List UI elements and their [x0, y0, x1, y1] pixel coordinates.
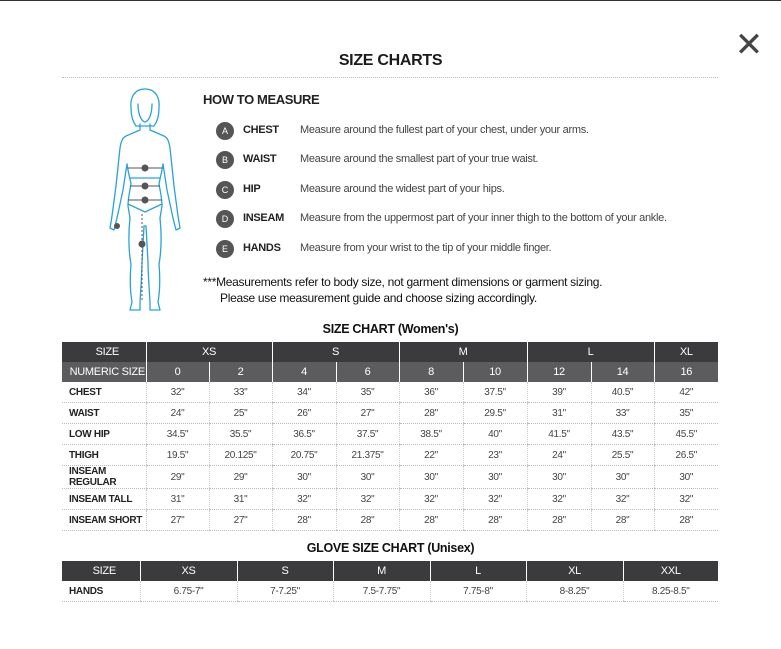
glove-header-row — [62, 561, 718, 581]
table-cell: 41.5" — [527, 424, 591, 445]
table-cell: 7-7.25" — [237, 581, 333, 602]
row-label: INSEAM TALL — [62, 489, 146, 510]
table-cell: 28" — [527, 510, 591, 531]
glove-size: XXL — [623, 561, 718, 581]
table-cell: 35.5" — [209, 424, 272, 445]
table-cell: 36" — [399, 382, 463, 403]
table-cell: 8-8.25" — [526, 581, 623, 602]
table-cell: 30" — [336, 466, 399, 489]
table-cell: 32" — [272, 489, 336, 510]
table-cell: 36.5" — [272, 424, 336, 445]
table-cell: 32" — [463, 489, 527, 510]
measure-desc: Measure around the widest part of your hips. — [300, 183, 505, 195]
numeric-size: 6 — [336, 362, 399, 382]
table-cell: 34.5" — [146, 424, 209, 445]
row-label: INSEAM SHORT — [62, 510, 146, 531]
table-cell: 28" — [654, 510, 718, 531]
womens-size-table — [62, 342, 718, 531]
table-cell: 30" — [591, 466, 654, 489]
table-cell: 19.5" — [146, 445, 209, 466]
title-divider — [62, 77, 718, 78]
numeric-size: 4 — [272, 362, 336, 382]
womens-chart-title: SIZE CHART (Women's) — [322, 322, 459, 336]
table-cell: 30" — [527, 466, 591, 489]
table-cell: 35" — [336, 382, 399, 403]
table-cell: 32" — [336, 489, 399, 510]
note-line-1: ***Measurements refer to body size, not garment dimensions or garment sizing. — [203, 275, 603, 289]
measure-desc: Measure from the uppermost part of your inner thigh to the bottom of your ankle. — [300, 212, 667, 224]
table-cell: 31" — [209, 489, 272, 510]
group-l: L — [527, 342, 654, 362]
table-cell: 32" — [591, 489, 654, 510]
table-cell: 38.5" — [399, 424, 463, 445]
table-cell: 40.5" — [591, 382, 654, 403]
row-label: INSEAM REGULAR — [62, 466, 146, 489]
badge-a: A — [216, 122, 234, 140]
how-to-measure-heading: HOW TO MEASURE — [203, 92, 320, 107]
measure-label: HANDS — [243, 242, 281, 254]
table-row — [62, 510, 718, 531]
table-cell: 37.5" — [463, 382, 527, 403]
badge-c: C — [216, 181, 234, 199]
table-cell: 32" — [146, 382, 209, 403]
measure-desc: Measure from your wrist to the tip of your middle finger. — [300, 242, 552, 254]
table-cell: 31" — [527, 403, 591, 424]
measure-desc: Measure around the smallest part of your true waist. — [300, 153, 539, 165]
table-cell: 32" — [527, 489, 591, 510]
table-row — [62, 445, 718, 466]
table-cell: 32" — [399, 489, 463, 510]
glove-size: XL — [526, 561, 623, 581]
table-cell: 20.125" — [209, 445, 272, 466]
top-border — [0, 0, 781, 1]
table-cell: 43.5" — [591, 424, 654, 445]
body-figure-illustration — [100, 86, 190, 322]
numeric-size: 2 — [209, 362, 272, 382]
measure-label: INSEAM — [243, 212, 284, 224]
numeric-size: 14 — [591, 362, 654, 382]
glove-size-table — [62, 561, 718, 602]
table-cell: 7.5-7.75" — [333, 581, 430, 602]
table-cell: 25.5" — [591, 445, 654, 466]
table-cell: 35" — [654, 403, 718, 424]
table-cell: 20.75" — [272, 445, 336, 466]
glove-size: M — [333, 561, 430, 581]
table-cell: 28" — [591, 510, 654, 531]
table-cell: 27" — [209, 510, 272, 531]
glove-size: S — [237, 561, 333, 581]
row-label: LOW HIP — [62, 424, 146, 445]
glove-size-label: SIZE — [62, 561, 140, 581]
table-cell: 24" — [146, 403, 209, 424]
table-cell: 27" — [336, 403, 399, 424]
measure-label: WAIST — [243, 153, 277, 165]
group-xl: XL — [654, 342, 718, 362]
table-cell: 28" — [399, 403, 463, 424]
badge-b: B — [216, 151, 234, 169]
table-cell: 24" — [527, 445, 591, 466]
table-cell: 42" — [654, 382, 718, 403]
table-cell: 33" — [209, 382, 272, 403]
table-cell: 26.5" — [654, 445, 718, 466]
numeric-size-label: NUMERIC SIZE — [62, 362, 146, 382]
numeric-size: 12 — [527, 362, 591, 382]
table-cell: 39" — [527, 382, 591, 403]
numeric-size: 0 — [146, 362, 209, 382]
table-cell: 27" — [146, 510, 209, 531]
table-cell: 28" — [336, 510, 399, 531]
table-cell: 45.5" — [654, 424, 718, 445]
size-label: SIZE — [62, 342, 146, 362]
measure-label: CHEST — [243, 124, 279, 136]
row-label: THIGH — [62, 445, 146, 466]
table-cell: 37.5" — [336, 424, 399, 445]
badge-d: D — [216, 210, 234, 228]
table-row — [62, 466, 718, 489]
table-cell: 40" — [463, 424, 527, 445]
table-cell: 30" — [463, 466, 527, 489]
row-label: HANDS — [62, 581, 140, 602]
numeric-size-row — [62, 362, 718, 382]
group-m: M — [399, 342, 527, 362]
table-row — [62, 403, 718, 424]
table-cell: 29" — [146, 466, 209, 489]
table-cell: 32" — [654, 489, 718, 510]
glove-chart-title: GLOVE SIZE CHART (Unisex) — [306, 541, 475, 555]
table-cell: 6.75-7" — [140, 581, 237, 602]
measure-desc: Measure around the fullest part of your chest, under your arms. — [300, 124, 589, 136]
size-header-row — [62, 342, 718, 362]
group-xs: XS — [146, 342, 272, 362]
table-cell: 22" — [399, 445, 463, 466]
close-icon[interactable]: ✕ — [734, 25, 764, 65]
table-cell: 30" — [654, 466, 718, 489]
table-row — [62, 424, 718, 445]
glove-size: XS — [140, 561, 237, 581]
table-cell: 26" — [272, 403, 336, 424]
glove-size: L — [430, 561, 526, 581]
row-label: CHEST — [62, 382, 146, 403]
table-cell: 29" — [209, 466, 272, 489]
table-row — [62, 382, 718, 403]
table-cell: 8.25-8.5" — [623, 581, 718, 602]
numeric-size: 10 — [463, 362, 527, 382]
table-cell: 31" — [146, 489, 209, 510]
table-cell: 30" — [272, 466, 336, 489]
table-cell: 21.375" — [336, 445, 399, 466]
table-cell: 29.5" — [463, 403, 527, 424]
table-cell: 34" — [272, 382, 336, 403]
numeric-size: 8 — [399, 362, 463, 382]
table-cell: 23" — [463, 445, 527, 466]
table-cell: 28" — [463, 510, 527, 531]
page-title: SIZE CHARTS — [338, 52, 443, 69]
note-line-2: Please use measurement guide and choose sizing accordingly. — [220, 291, 537, 305]
table-cell: 28" — [399, 510, 463, 531]
table-cell: 33" — [591, 403, 654, 424]
table-cell: 25" — [209, 403, 272, 424]
group-s: S — [272, 342, 399, 362]
table-cell: 7.75-8" — [430, 581, 526, 602]
table-row — [62, 581, 718, 602]
row-label: WAIST — [62, 403, 146, 424]
measure-label: HIP — [243, 183, 261, 195]
table-row — [62, 489, 718, 510]
badge-e: E — [216, 240, 234, 258]
table-cell: 30" — [399, 466, 463, 489]
table-cell: 28" — [272, 510, 336, 531]
numeric-size: 16 — [654, 362, 718, 382]
measurement-note — [203, 274, 602, 306]
